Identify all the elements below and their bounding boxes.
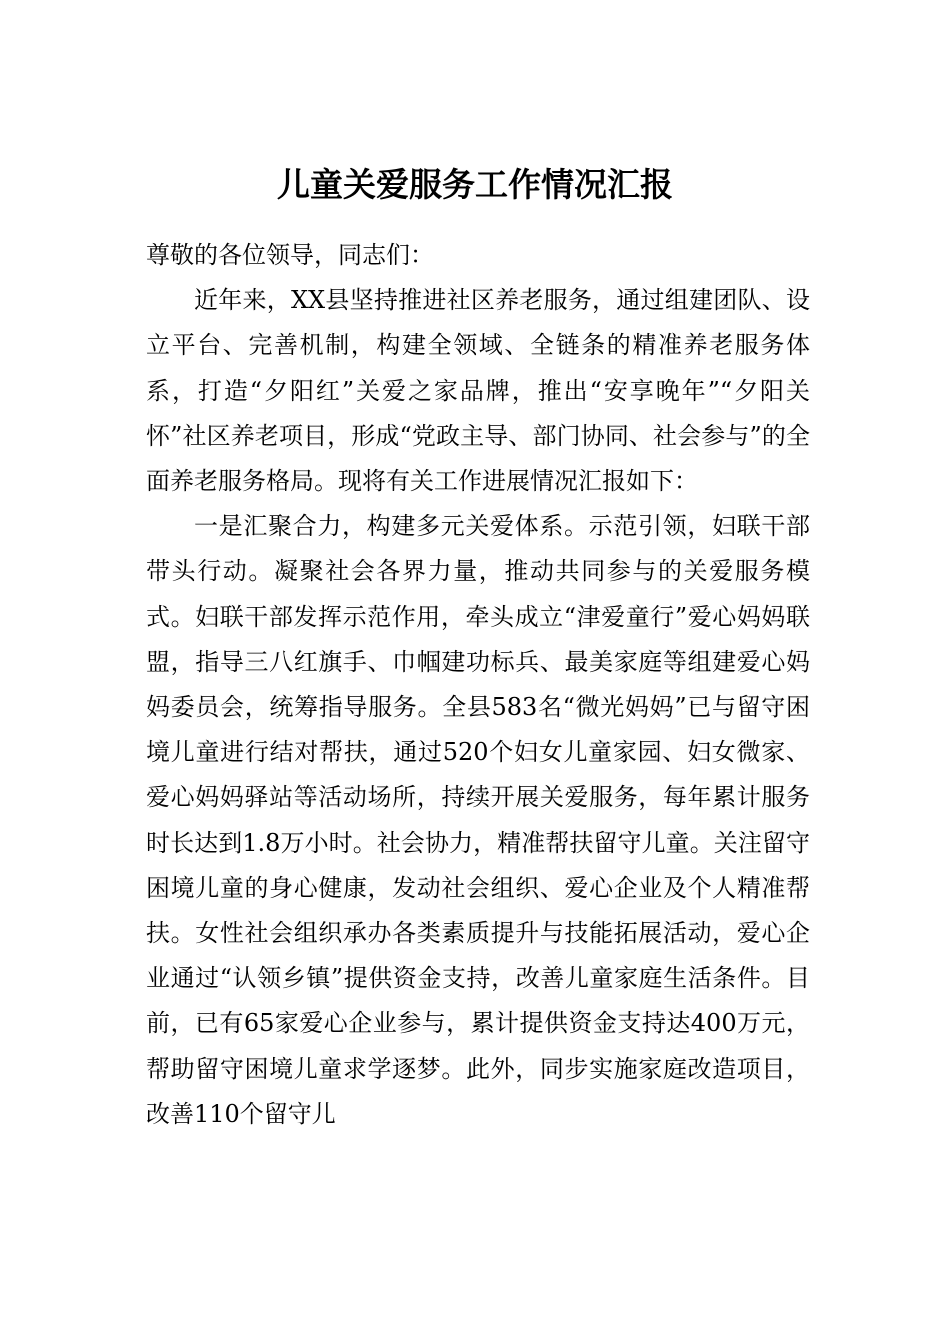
paragraph-intro: 近年来，XX县坚持推进社区养老服务，通过组建团队、设立平台、完善机制，构建全领域、全链条的精准养老服务体系，打造“夕阳红”关爱之家品牌，推出“安享晚年”“夕阳关怀”社区养老项目，形成“党政主导、部门协同、社会参与”的全面养老服务格局。现将有关工作进展情况汇报如下： xyxy=(146,286,810,496)
salutation: 尊敬的各位领导，同志们： xyxy=(146,241,434,269)
paragraph-section-one: 一是汇聚合力，构建多元关爱体系。示范引领，妇联干部带头行动。凝聚社会各界力量，推动共同参与的关爱服务模式。妇联干部发挥示范作用，牵头成立“津爱童行”爱心妈妈联盟，指导三八红旗手、巾帼建功标兵、最美家庭等组建爱心妈妈委员会，统筹指导服务。全县583名“微光妈妈”已与留守困境儿童进行结对帮扶，通过520个妇女儿童家园、妇女微家、爱心妈妈驿站等活动场所，持续开展关爱服务，每年累计服务时长达到1.8万小时。社会协力，精准帮扶留守儿童。关注留守困境儿童的身心健康，发动社会组织、爱心企业及个人精准帮扶。女性社会组织承办各类素质提升与技能拓展活动，爱心企业通过“认领乡镇”提供资金支持，改善儿童家庭生活条件。目前，已有65家爱心企业参与，累计提供资金支持达400万元，帮助留守困境儿童求学逐梦。此外，同步实施家庭改造项目，改善110个留守儿 xyxy=(146,512,810,1128)
document-body xyxy=(146,233,810,1137)
document-title: 儿童关爱服务工作情况汇报 xyxy=(277,165,673,204)
